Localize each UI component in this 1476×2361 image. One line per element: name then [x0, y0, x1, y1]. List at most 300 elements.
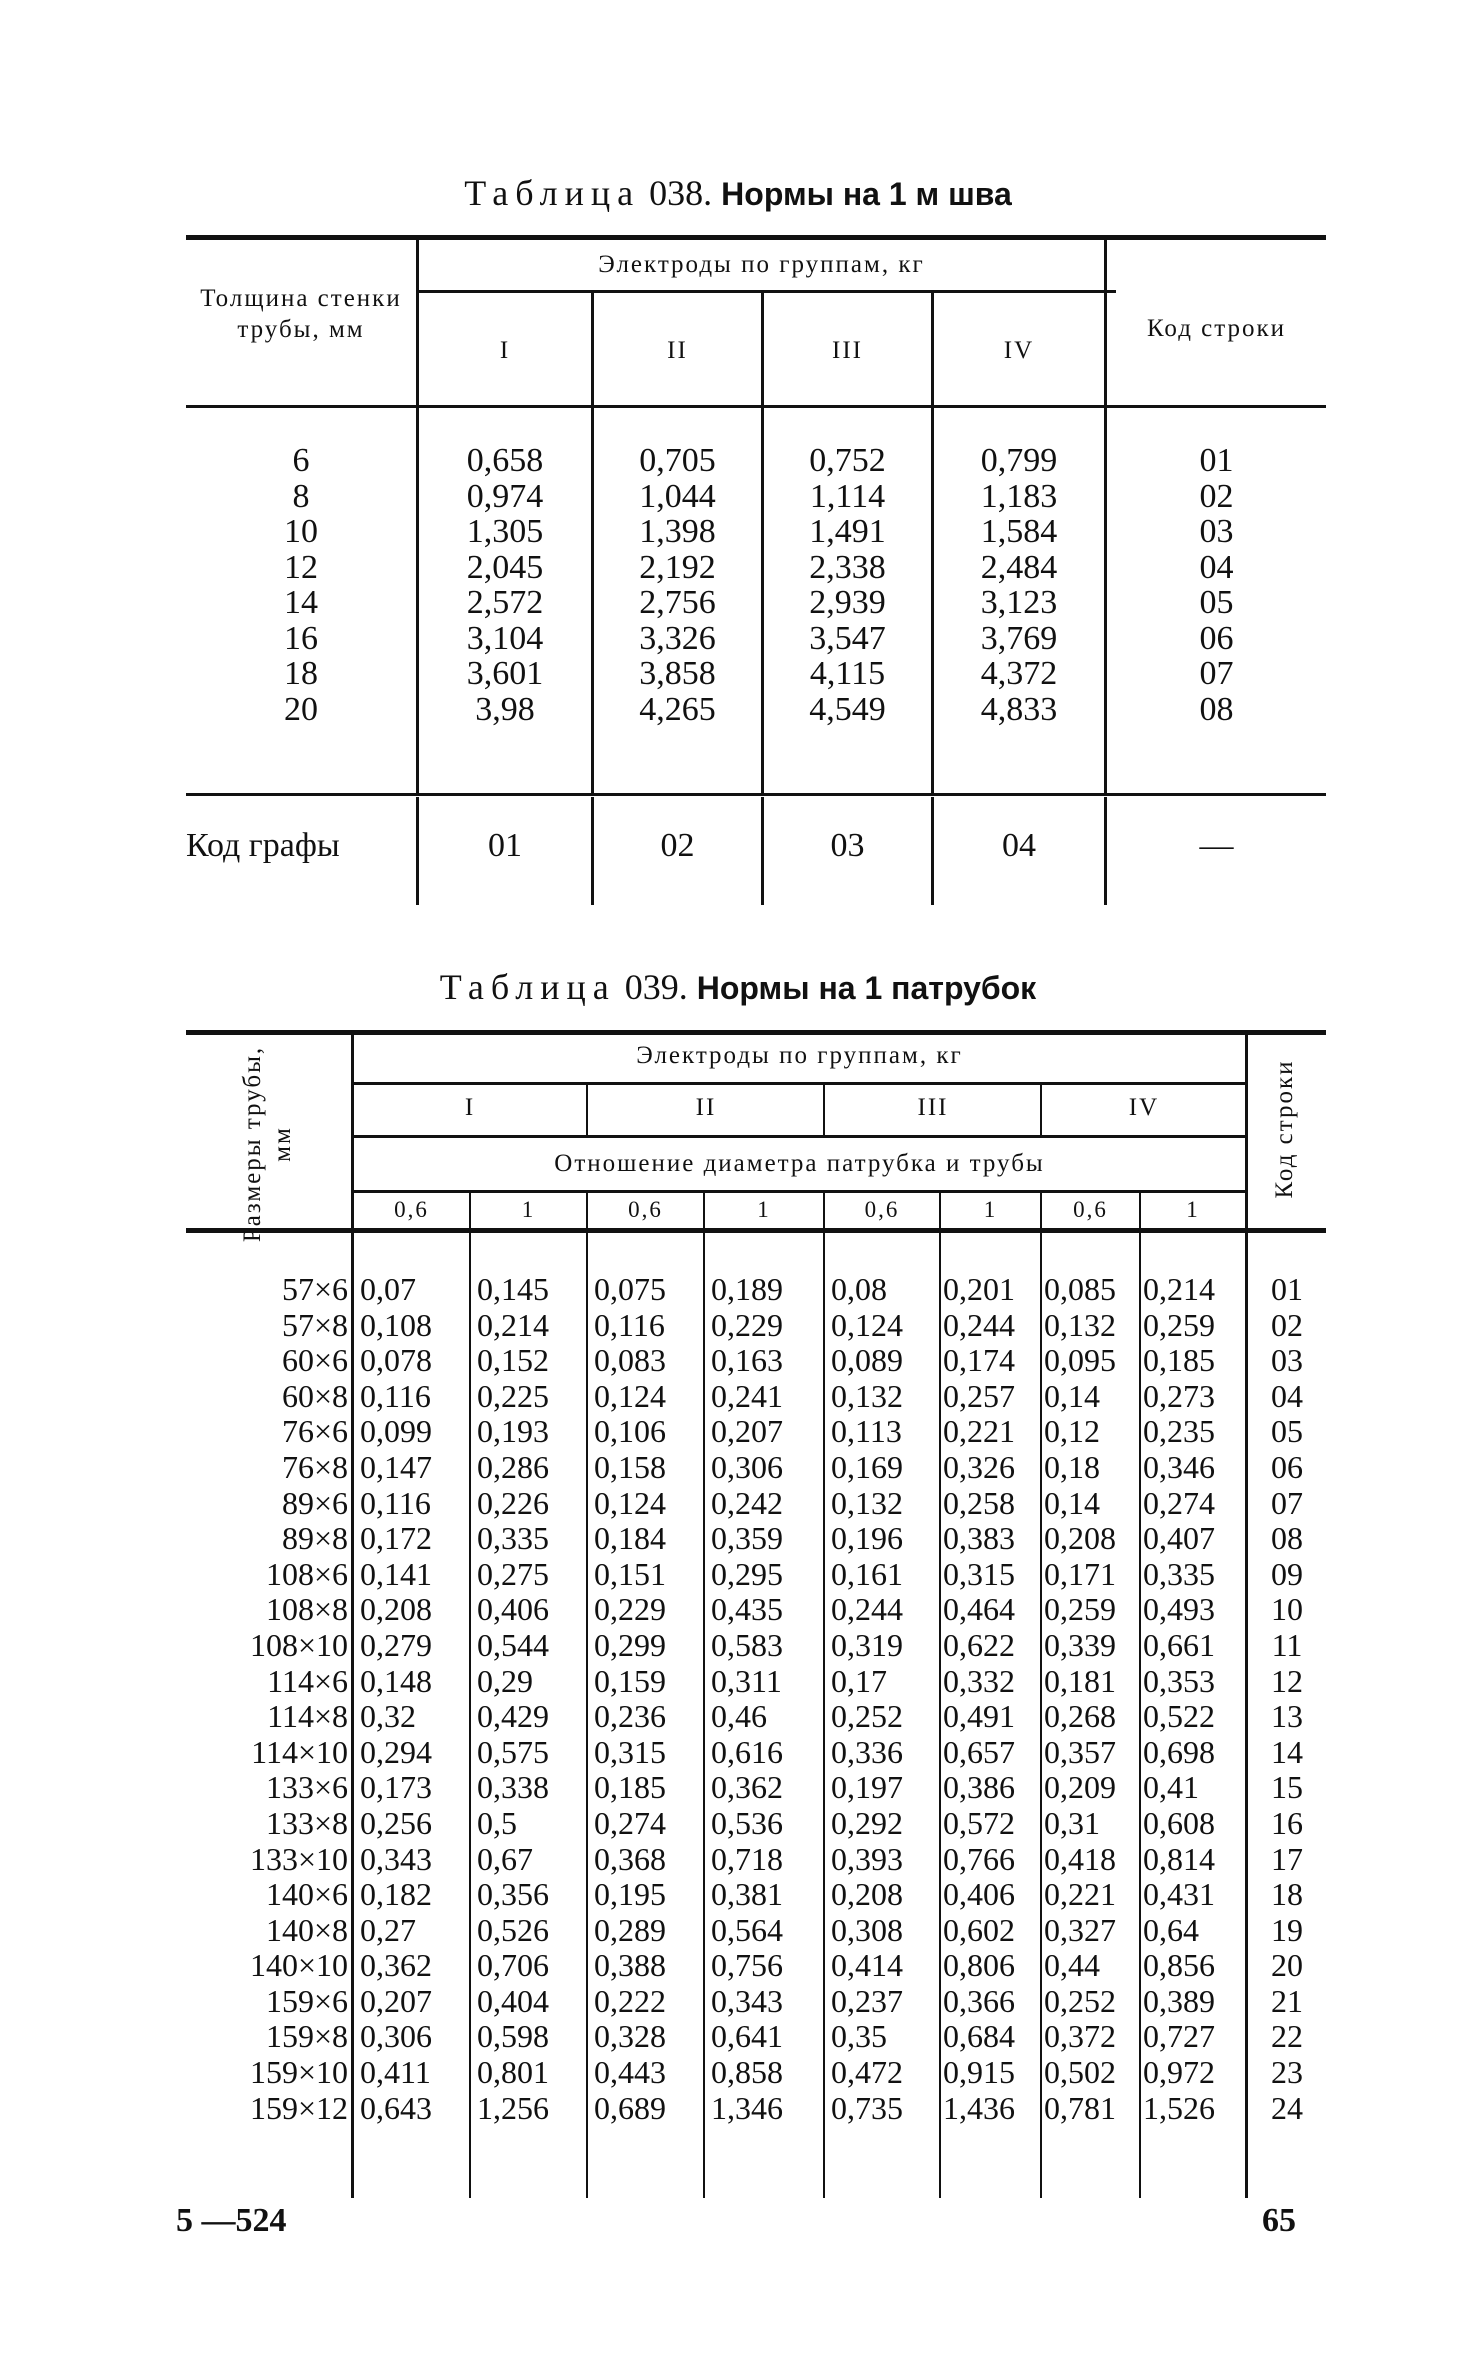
table-cell: 16	[1271, 1804, 1303, 1841]
table-cell: 0,308	[831, 1911, 903, 1948]
table039-header-row-code	[1270, 1034, 1300, 1224]
table-cell: 6	[292, 442, 310, 479]
table-cell: 0,078	[360, 1342, 432, 1379]
table039-col-group3-ratio1	[941, 1272, 1042, 2126]
table-cell: 114×10	[251, 1733, 348, 1770]
table-cell: 24	[1271, 2089, 1303, 2126]
table-cell: 02	[1199, 477, 1234, 515]
table039-col-row-code	[1248, 1272, 1326, 2126]
table-cell: 0,286	[477, 1448, 549, 1485]
table-cell: 0,602	[943, 1911, 1015, 1948]
table038-header-group-1: I	[499, 337, 511, 364]
table-cell: 0,319	[831, 1626, 903, 1663]
table-cell: 0,357	[1044, 1733, 1116, 1770]
table-cell: 20	[284, 690, 318, 728]
table-cell: 04	[1271, 1377, 1303, 1414]
table-cell: 0,327	[1044, 1911, 1116, 1948]
table038-top-rule	[186, 235, 1326, 240]
table-cell: 0,244	[943, 1306, 1015, 1343]
table039-col-group2-ratio06	[588, 1272, 703, 2126]
table-cell: 08	[1199, 690, 1234, 728]
table038-footer-code-1: 01	[488, 827, 522, 864]
table-cell: 0,67	[477, 1840, 533, 1877]
table039-vline	[586, 1085, 588, 1135]
table-cell: 0,145	[477, 1271, 549, 1307]
table-cell: 01	[1199, 442, 1234, 479]
table038-body-rule	[186, 793, 1326, 796]
table-cell: 0,368	[594, 1840, 666, 1877]
table-cell: 0,089	[831, 1342, 903, 1379]
table038-caption-title: Нормы на 1 м шва	[721, 176, 1012, 212]
table-cell: 14	[284, 584, 318, 621]
table-cell: 0,346	[1143, 1448, 1215, 1485]
table-cell: 0,915	[943, 2054, 1015, 2091]
table-cell: 0,208	[1044, 1520, 1116, 1557]
table-cell: 0,106	[594, 1413, 666, 1450]
table-cell: 23	[1271, 2054, 1303, 2091]
table-cell: 0,182	[360, 1876, 432, 1913]
table-cell: 0,435	[711, 1591, 783, 1628]
table-cell: 2,939	[809, 584, 886, 621]
table039-header-ratio-6: 1	[983, 1197, 998, 1222]
table-cell: 0,386	[943, 1769, 1015, 1806]
table-cell: 0,338	[477, 1769, 549, 1806]
table-cell: 3,601	[466, 655, 544, 692]
table-cell: 0,185	[594, 1769, 666, 1806]
table-cell: 0,526	[477, 1911, 549, 1948]
table-cell: 0,229	[594, 1591, 666, 1628]
table-cell: 0,083	[594, 1342, 666, 1379]
table038-header-thickness: Толщина стенки трубы, мм	[200, 285, 402, 343]
table-cell: 1,398	[639, 513, 716, 550]
table-cell: 0,41	[1143, 1769, 1199, 1806]
table-cell: 159×6	[265, 1982, 348, 2019]
table-cell: 0,44	[1044, 1947, 1100, 1984]
table-cell: 0,752	[809, 442, 886, 479]
table-cell: 0,781	[1044, 2089, 1116, 2126]
table-cell: 0,095	[1044, 1342, 1116, 1379]
table-cell: 05	[1271, 1413, 1303, 1450]
table-cell: 0,085	[1044, 1271, 1116, 1307]
table-cell: 0,274	[594, 1804, 666, 1841]
table-cell: 18	[284, 655, 318, 692]
table-cell: 0,31	[1044, 1804, 1100, 1841]
table-cell: 0,706	[477, 1947, 549, 1984]
table-cell: 159×12	[249, 2089, 348, 2126]
table-cell: 0,306	[360, 2018, 432, 2055]
table-cell: 0,193	[477, 1413, 549, 1450]
table039-header-group-1: I	[464, 1094, 476, 1121]
table-cell: 0,429	[477, 1698, 549, 1735]
table-cell: 0,336	[831, 1733, 903, 1770]
table-cell: 8	[292, 477, 310, 515]
table-cell: 114×6	[267, 1662, 348, 1699]
table039-header-ratio: Отношение диаметра патрубка и трубы	[554, 1150, 1045, 1177]
table-cell: 0,225	[477, 1377, 549, 1414]
table-cell: 0,108	[360, 1306, 432, 1343]
table-cell: 2,756	[639, 584, 716, 621]
table-cell: 02	[1271, 1306, 1303, 1343]
table-cell: 0,536	[711, 1804, 783, 1841]
table-cell: 0,273	[1143, 1377, 1215, 1414]
table-cell: 2,484	[980, 548, 1058, 586]
table-cell: 0,393	[831, 1840, 903, 1877]
table-cell: 1,114	[809, 477, 886, 515]
table-cell: 0,116	[360, 1484, 431, 1521]
table038-footer-code-4: 04	[1002, 827, 1036, 864]
table038-col-thickness	[186, 443, 416, 727]
table-cell: 0,705	[639, 442, 716, 479]
table038-header-group-2: II	[667, 337, 688, 364]
table-cell: 0,08	[831, 1271, 887, 1307]
table-cell: 0,689	[594, 2089, 666, 2126]
table-cell: 3,98	[475, 690, 535, 728]
table-cell: 0,727	[1143, 2018, 1215, 2055]
table039-col-group1-ratio1	[471, 1272, 586, 2126]
table-cell: 0,972	[1143, 2054, 1215, 2091]
table-cell: 140×10	[249, 1947, 348, 1984]
table-cell: 0,258	[943, 1484, 1015, 1521]
table038-caption-number: 038.	[649, 173, 713, 213]
table-cell: 60×6	[281, 1342, 348, 1379]
table-cell: 0,343	[360, 1840, 432, 1877]
table-cell: 133×10	[249, 1840, 348, 1877]
table-cell: 0,756	[711, 1947, 783, 1984]
table-cell: 19	[1271, 1911, 1303, 1948]
table038-col-group-3	[764, 443, 931, 727]
table-cell: 3,326	[639, 619, 716, 657]
table-cell: 140×8	[265, 1911, 348, 1948]
table-cell: 0,099	[360, 1413, 432, 1450]
table-cell: 0,295	[711, 1555, 783, 1592]
table-cell: 0,661	[1143, 1626, 1215, 1663]
table-cell: 0,362	[711, 1769, 783, 1806]
table-cell: 0,974	[466, 477, 544, 515]
table-cell: 0,158	[594, 1448, 666, 1485]
table-cell: 0,343	[711, 1982, 783, 2019]
table-cell: 0,443	[594, 2054, 666, 2091]
table-cell: 0,381	[711, 1876, 783, 1913]
table039-header-ratio-1: 0,6	[394, 1197, 429, 1222]
table-cell: 133×6	[265, 1769, 348, 1806]
table-cell: 3,547	[809, 619, 886, 657]
table039-vline	[1040, 1085, 1042, 1135]
table-cell: 0,259	[1044, 1591, 1116, 1628]
table-cell: 0,353	[1143, 1662, 1215, 1699]
table-cell: 108×8	[265, 1591, 348, 1628]
table-cell: 0,493	[1143, 1591, 1215, 1628]
table039-col-group2-ratio1	[705, 1272, 823, 2126]
table-cell: 0,159	[594, 1662, 666, 1699]
table-cell: 0,641	[711, 2018, 783, 2055]
table-cell: 16	[284, 619, 318, 657]
table-cell: 57×8	[281, 1306, 348, 1343]
table-cell: 0,268	[1044, 1698, 1116, 1735]
table-cell: 0,18	[1044, 1448, 1100, 1485]
table-cell: 1,183	[980, 477, 1058, 515]
table-cell: 0,799	[980, 442, 1058, 479]
table038-caption	[0, 172, 1476, 214]
table-cell: 0,766	[943, 1840, 1015, 1877]
table-cell: 12	[1271, 1662, 1303, 1699]
table-cell: 3,104	[466, 619, 544, 657]
table-cell: 0,209	[1044, 1769, 1116, 1806]
table-cell: 0,292	[831, 1804, 903, 1841]
table-cell: 0,315	[594, 1733, 666, 1770]
table039-header-sizes	[238, 1044, 298, 1244]
table039-col-group1-ratio06	[354, 1272, 469, 2126]
table039-col-group4-ratio1	[1141, 1272, 1247, 2126]
table-cell: 08	[1271, 1520, 1303, 1557]
table-cell: 0,12	[1044, 1413, 1100, 1450]
table-cell: 0,197	[831, 1769, 903, 1806]
table038-col-row-code	[1107, 443, 1326, 727]
table038-footer-code-3: 03	[830, 827, 865, 864]
table-cell: 0,274	[1143, 1484, 1215, 1521]
table-cell: 0,366	[943, 1982, 1015, 2019]
table-cell: 0,235	[1143, 1413, 1215, 1450]
table039-header-ratio-7: 0,6	[1073, 1197, 1108, 1222]
table-cell: 0,236	[594, 1698, 666, 1735]
table038-footer-label: Код графы	[186, 827, 340, 864]
table-cell: 0,075	[594, 1271, 666, 1307]
table-cell: 0,275	[477, 1555, 549, 1592]
table039-header-group-3: III	[917, 1094, 949, 1121]
table-cell: 76×8	[281, 1448, 348, 1485]
table-cell: 0,299	[594, 1626, 666, 1663]
table-cell: 09	[1271, 1555, 1303, 1592]
table-cell: 0,332	[943, 1662, 1015, 1699]
table-cell: 0,326	[943, 1448, 1015, 1485]
table-cell: 0,622	[943, 1626, 1015, 1663]
table-cell: 0,698	[1143, 1733, 1215, 1770]
table-cell: 0,116	[360, 1377, 431, 1414]
table-cell: 159×10	[249, 2054, 348, 2091]
table-cell: 0,335	[1143, 1555, 1215, 1592]
table-cell: 114×8	[267, 1698, 348, 1735]
table-cell: 1,044	[639, 477, 716, 515]
table-cell: 1,491	[809, 513, 886, 550]
table-cell: 11	[1271, 1626, 1303, 1663]
table-cell: 0,356	[477, 1876, 549, 1913]
table-cell: 0,259	[1143, 1306, 1215, 1343]
table-cell: 0,328	[594, 2018, 666, 2055]
table-cell: 0,222	[594, 1982, 666, 2019]
table-cell: 0,64	[1143, 1911, 1199, 1948]
table-cell: 0,383	[943, 1520, 1015, 1557]
table039-top-rule	[186, 1030, 1326, 1035]
table-cell: 0,315	[943, 1555, 1015, 1592]
table-cell: 1,305	[466, 513, 544, 550]
table-cell: 0,404	[477, 1982, 549, 2019]
table-cell: 0,32	[360, 1698, 416, 1735]
table-cell: 10	[284, 513, 318, 550]
table-cell: 0,214	[477, 1306, 549, 1343]
table-cell: 0,124	[594, 1377, 666, 1414]
table-cell: 0,07	[360, 1271, 416, 1307]
table-cell: 0,161	[831, 1555, 903, 1592]
table038-header-rule	[186, 405, 1326, 408]
table-cell: 13	[1271, 1698, 1303, 1735]
table-cell: 06	[1271, 1448, 1303, 1485]
table-cell: 0,147	[360, 1448, 432, 1485]
table-cell: 0,658	[466, 442, 544, 479]
table-cell: 0,174	[943, 1342, 1015, 1379]
table-cell: 0,221	[943, 1413, 1015, 1450]
table-cell: 0,572	[943, 1804, 1015, 1841]
table039-caption-title: Нормы на 1 патрубок	[696, 970, 1037, 1006]
table-cell: 133×8	[265, 1804, 348, 1841]
table-cell: 0,311	[711, 1662, 782, 1699]
table-cell: 22	[1271, 2018, 1303, 2055]
table039-vline	[823, 1085, 825, 1135]
table-cell: 0,244	[831, 1591, 903, 1628]
table-cell: 17	[1271, 1840, 1303, 1877]
table039-header-ratio-5: 0,6	[864, 1197, 900, 1222]
table-cell: 04	[1199, 548, 1234, 586]
table-cell: 10	[1271, 1591, 1303, 1628]
table-cell: 0,181	[1044, 1662, 1116, 1699]
table-cell: 0,339	[1044, 1626, 1116, 1663]
table-cell: 0,362	[360, 1947, 432, 1984]
table039-header-ratio-4: 1	[757, 1197, 771, 1222]
table-cell: 0,163	[711, 1342, 783, 1379]
table039-caption	[0, 966, 1476, 1008]
table-cell: 0,735	[831, 2089, 903, 2126]
table-cell: 2,192	[639, 548, 716, 586]
table-cell: 3,858	[639, 655, 716, 692]
table-cell: 0,718	[711, 1840, 783, 1877]
table-cell: 18	[1271, 1876, 1303, 1913]
table-cell: 0,814	[1143, 1840, 1215, 1877]
table039-caption-prefix: Таблица	[439, 967, 616, 1007]
table-cell: 108×6	[265, 1555, 348, 1592]
table-cell: 0,171	[1044, 1555, 1116, 1592]
table-cell: 1,436	[943, 2089, 1015, 2126]
table-cell: 0,141	[360, 1555, 432, 1592]
table-cell: 0,252	[831, 1698, 903, 1735]
table-cell: 0,14	[1044, 1377, 1100, 1414]
table039-sub-rule	[354, 1190, 1248, 1193]
table-cell: 0,185	[1143, 1342, 1215, 1379]
table039-header-sizes-text: Размеры трубы, мм	[239, 1045, 296, 1243]
table-cell: 0,46	[711, 1698, 767, 1735]
table-cell: 0,389	[1143, 1982, 1215, 2019]
table-cell: 0,169	[831, 1448, 903, 1485]
table-cell: 0,201	[943, 1271, 1015, 1307]
table-cell: 0,214	[1143, 1271, 1215, 1307]
table039-col-group4-ratio06	[1042, 1272, 1141, 2126]
table-cell: 0,252	[1044, 1982, 1116, 2019]
table-cell: 0,289	[594, 1911, 666, 1948]
table039-header-electrodes: Электроды по группам, кг	[636, 1042, 963, 1069]
table-cell: 0,806	[943, 1947, 1015, 1984]
table-cell: 0,598	[477, 2018, 549, 2055]
table-cell: 0,856	[1143, 1947, 1215, 1984]
table-cell: 0,152	[477, 1342, 549, 1379]
table-cell: 2,338	[809, 548, 886, 586]
table-cell: 0,184	[594, 1520, 666, 1557]
table-cell: 0,418	[1044, 1840, 1116, 1877]
table-cell: 0,237	[831, 1982, 903, 2019]
table-cell: 0,113	[831, 1413, 902, 1450]
table-cell: 3,769	[980, 619, 1058, 657]
table-cell: 0,5	[477, 1804, 517, 1841]
table-cell: 12	[284, 548, 318, 586]
table039-header-group-4: IV	[1128, 1094, 1160, 1121]
table-cell: 0,583	[711, 1626, 783, 1663]
table-cell: 0,241	[711, 1377, 783, 1414]
table038-header-group-3: III	[832, 337, 863, 364]
table-cell: 108×10	[249, 1626, 348, 1663]
table038-footer-dash: —	[1199, 827, 1234, 864]
table-cell: 0,502	[1044, 2054, 1116, 2091]
table-cell: 14	[1271, 1733, 1303, 1770]
table-cell: 0,189	[711, 1271, 783, 1307]
table-cell: 0,616	[711, 1733, 783, 1770]
table-cell: 0,472	[831, 2054, 903, 2091]
table038-footer-code-2: 02	[660, 827, 695, 864]
table038-col-group-2	[594, 443, 761, 727]
table-cell: 0,491	[943, 1698, 1015, 1735]
table-cell: 15	[1271, 1769, 1303, 1806]
table-cell: 0,657	[943, 1733, 1015, 1770]
table-cell: 0,195	[594, 1876, 666, 1913]
table038-caption-prefix: Таблица	[464, 173, 641, 213]
table-cell: 21	[1271, 1982, 1303, 2019]
table-cell: 0,132	[1044, 1306, 1116, 1343]
table-cell: 0,335	[477, 1520, 549, 1557]
table039-header-ratio-8: 1	[1186, 1197, 1200, 1222]
table-cell: 0,407	[1143, 1520, 1215, 1557]
table-cell: 0,406	[477, 1591, 549, 1628]
table-cell: 0,172	[360, 1520, 432, 1557]
table039-group-rule	[354, 1082, 1248, 1085]
table-cell: 1,346	[711, 2089, 783, 2126]
table-cell: 0,14	[1044, 1484, 1100, 1521]
table-cell: 0,226	[477, 1484, 549, 1521]
table038-group-rule	[416, 290, 1116, 293]
table-cell: 0,196	[831, 1520, 903, 1557]
table-cell: 1,526	[1143, 2089, 1215, 2126]
table-cell: 3,123	[980, 584, 1058, 621]
table038-header-row-code: Код строки	[1146, 315, 1287, 342]
table-cell: 0,411	[360, 2054, 431, 2091]
table-cell: 0,684	[943, 2018, 1015, 2055]
table039-header-rule	[186, 1228, 1326, 1233]
table-cell: 0,132	[831, 1484, 903, 1521]
table-cell: 4,265	[639, 690, 716, 728]
table039-col-sizes	[186, 1272, 348, 2126]
table039-header-ratio-2: 1	[521, 1197, 536, 1222]
table-cell: 01	[1271, 1271, 1303, 1307]
table-cell: 0,464	[943, 1591, 1015, 1628]
table039-header-ratio-3: 0,6	[628, 1197, 663, 1222]
table039-col-group3-ratio06	[825, 1272, 939, 2126]
page-signature: 5 —524	[176, 2202, 287, 2239]
table-cell: 0,208	[831, 1876, 903, 1913]
table-cell: 05	[1199, 584, 1234, 621]
table-cell: 2,045	[466, 548, 544, 586]
table-cell: 0,148	[360, 1662, 432, 1699]
table-cell: 0,17	[831, 1662, 887, 1699]
table-cell: 4,549	[809, 690, 886, 728]
table039-header-group-2: II	[695, 1094, 717, 1121]
table-cell: 0,575	[477, 1733, 549, 1770]
table-cell: 89×8	[281, 1520, 348, 1557]
table-cell: 06	[1199, 619, 1234, 657]
table-cell: 0,151	[594, 1555, 666, 1592]
